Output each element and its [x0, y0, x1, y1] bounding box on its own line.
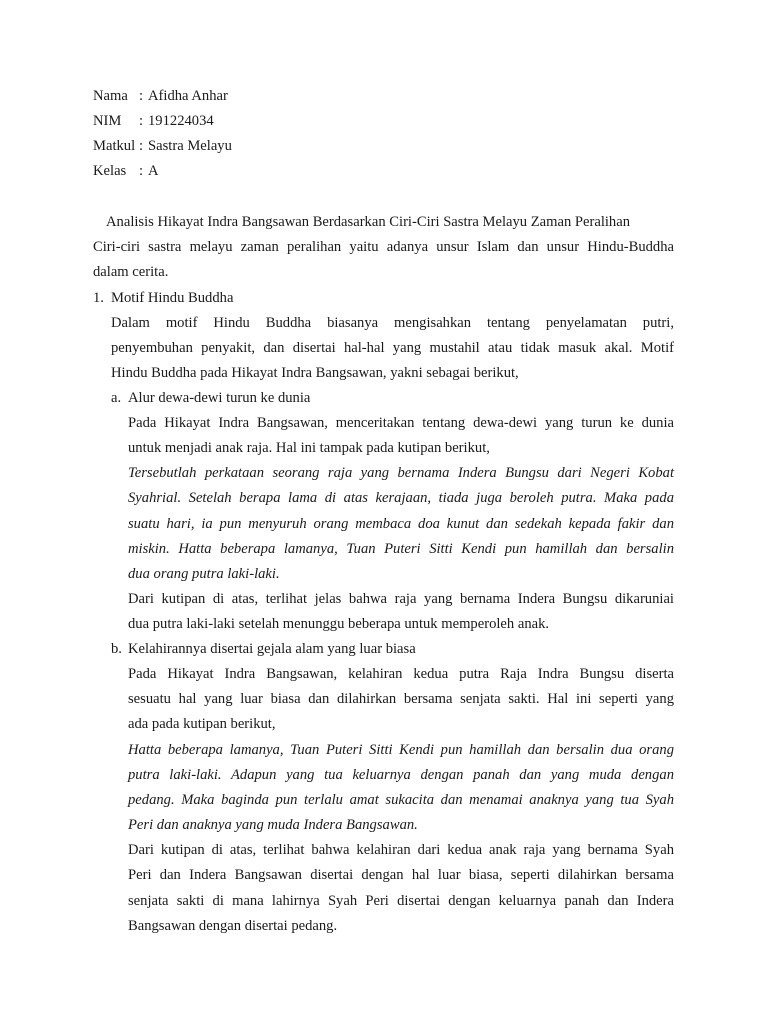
subsection-letter: a. [111, 390, 122, 406]
subsection-paragraph-line: Dari kutipan di atas, terlihat jelas bahwa raja yang bernama Indera Bungsu dikaruniai [128, 591, 674, 607]
name-value: Afidha Anhar [148, 88, 228, 104]
quote-line: Syahrial. Setelah berapa lama di atas kerajaan, tiada juga beroleh putra. Maka pada [128, 490, 674, 506]
subsection-paragraph-line: dua putra laki-laki setelah menunggu beberapa untuk memperoleh anak. [128, 616, 550, 632]
section-number: 1. [93, 290, 104, 306]
matkul-label: Matkul [93, 138, 136, 154]
nim-separator: : [139, 113, 144, 129]
name-separator: : [139, 88, 144, 104]
subsection-paragraph-line: senjata sakti di mana lahirnya Syah Peri disertai dengan keluarnya panah dan Indera [128, 893, 674, 909]
subsection-paragraph-line: Bangsawan dengan disertai pedang. [128, 918, 338, 934]
subsection-paragraph-line: Pada Hikayat Indra Bangsawan, kelahiran kedua putra Raja Indra Bungsu diserta [128, 666, 674, 682]
intro-line: Ciri-ciri sastra melayu zaman peralihan yaitu adanya unsur Islam dan unsur Hindu-Buddha [93, 239, 674, 255]
quote-line: putra laki-laki. Adapun yang tua keluarnya dengan panah dan yang muda dengan [128, 767, 674, 783]
section-heading: Motif Hindu Buddha [111, 290, 234, 306]
subsection-heading: Kelahirannya disertai gejala alam yang luar biasa [128, 641, 416, 657]
section-paragraph-line: Hindu Buddha pada Hikayat Indra Bangsawan, yakni sebagai berikut, [111, 365, 519, 381]
subsection-paragraph-line: Peri dan Indera Bangsawan disertai dengan hal luar biasa, seperti dilahirkan bersama [128, 867, 674, 883]
subsection-paragraph-line: sesuatu hal yang luar biasa dan dilahirkan bersama senjata sakti. Hal ini seperti yang [128, 691, 674, 707]
kelas-value: A [148, 163, 159, 179]
subsection-heading: Alur dewa-dewi turun ke dunia [128, 390, 311, 406]
quote-line: Tersebutlah perkataan seorang raja yang bernama Indera Bungsu dari Negeri Kobat [128, 465, 674, 481]
subsection-paragraph-line: Dari kutipan di atas, terlihat bahwa kelahiran dari kedua anak raja yang bernama Syah [128, 842, 674, 858]
nim-value: 191224034 [148, 113, 214, 129]
subsection-paragraph-line: ada pada kutipan berikut, [128, 716, 276, 732]
quote-line: Hatta beberapa lamanya, Tuan Puteri Sitti Kendi pun hamillah dan bersalin dua orang [128, 742, 674, 758]
subsection-letter: b. [111, 641, 122, 657]
document-title: Analisis Hikayat Indra Bangsawan Berdasarkan Ciri-Ciri Sastra Melayu Zaman Peralihan [106, 214, 631, 230]
section-paragraph-line: penyembuhan penyakit, dan disertai hal-hal yang mustahil atau tidak masuk akal. Motif [111, 340, 674, 356]
kelas-separator: : [139, 163, 144, 179]
quote-line: pedang. Maka baginda pun terlalu amat sukacita dan menamai anaknya yang tua Syah [128, 792, 674, 808]
quote-line: Peri dan anaknya yang muda Indera Bangsawan. [128, 817, 418, 833]
section-paragraph-line: Dalam motif Hindu Buddha biasanya mengisahkan tentang penyelamatan putri, [111, 315, 674, 331]
intro-line: dalam cerita. [93, 264, 169, 280]
nim-label: NIM [93, 113, 122, 129]
subsection-paragraph-line: Pada Hikayat Indra Bangsawan, menceritakan tentang dewa-dewi yang turun ke dunia [128, 415, 674, 431]
quote-line: dua orang putra laki-laki. [128, 566, 280, 582]
matkul-value: Sastra Melayu [148, 138, 232, 154]
matkul-separator: : [139, 138, 144, 154]
subsection-paragraph-line: untuk menjadi anak raja. Hal ini tampak pada kutipan berikut, [128, 440, 490, 456]
kelas-label: Kelas [93, 163, 127, 179]
quote-line: miskin. Hatta beberapa lamanya, Tuan Puteri Sitti Kendi pun hamillah dan bersalin [128, 541, 674, 557]
quote-line: suatu hari, ia pun menyuruh orang membaca doa kunut dan sedekah kepada fakir dan [128, 516, 674, 532]
name-label: Nama [93, 88, 128, 104]
